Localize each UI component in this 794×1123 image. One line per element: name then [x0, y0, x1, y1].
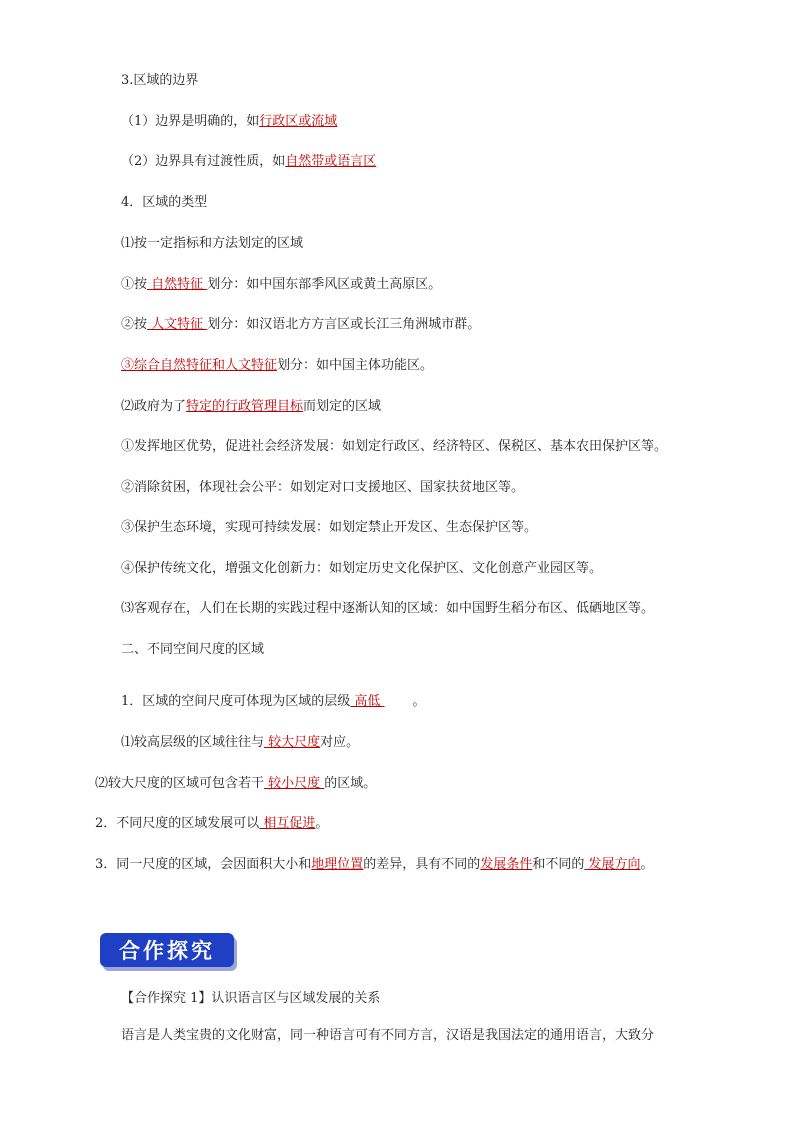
heading-region-types: 4．区域的类型 [121, 195, 208, 210]
answer: 行政区或流域 [259, 114, 338, 129]
higher-level-line [121, 734, 359, 752]
text: ⑴较高层级的区域往往与 [121, 735, 265, 750]
answer: 相互促进 [259, 816, 316, 831]
text: 。 [315, 816, 329, 831]
purpose-ecology-line: ③保护生态环境，实现可持续发展：如划定禁止开发区、生态保护区等。 [121, 520, 538, 535]
answer: 人文特征 [147, 317, 208, 332]
purpose-poverty-line: ②消除贫困，体现社会公平：如划定对口支援地区、国家扶贫地区等。 [121, 480, 525, 495]
text: ①按 [121, 277, 148, 292]
answer: 发展条件 [480, 857, 533, 872]
inquiry-paragraph: 语言是人类宝贵的文化财富，同一种语言可有不同方言，汉语是我国法定的通用语言，大致分 [121, 1028, 655, 1043]
text: 2．不同尺度的区域发展可以 [95, 816, 260, 831]
text: 划分：如中国东部季风区或黄土高原区。 [207, 277, 442, 292]
text: 的差异，具有不同的 [363, 857, 481, 872]
text: ②按 [121, 317, 148, 332]
purpose-economic-line: ①发挥地区优势，促进社会经济发展：如划定行政区、经济特区、保税区、基本农田保护区等。 [121, 439, 668, 454]
human-feature-line [121, 316, 480, 334]
type-indicator-line: ⑴按一定指标和方法划定的区域 [121, 236, 304, 251]
answer: 自然特征 [147, 277, 208, 292]
combined-feature-line [121, 357, 433, 375]
text: ⑵政府为了 [121, 399, 187, 414]
inquiry-title: 【合作探究 1】认识语言区与区域发展的关系 [121, 991, 381, 1006]
purpose-culture-line: ④保护传统文化，增强文化创新力：如划定历史文化保护区、文化创意产业园区等。 [121, 561, 603, 576]
same-scale-line [95, 856, 654, 874]
government-region-line [121, 398, 381, 416]
badge-label: 合作探究 [119, 939, 215, 963]
heading-boundary: 3.区域的边界 [121, 73, 199, 88]
objective-region-line: ⑶客观存在，人们在长期的实践过程中逐渐认知的区域：如中国野生稻分布区、低硒地区等。 [121, 601, 655, 616]
mutual-promotion-line [95, 815, 328, 833]
text: 3．同一尺度的区域，会因面积大小和 [95, 857, 312, 872]
answer: 地理位置 [311, 857, 364, 872]
cooperative-inquiry-badge [100, 933, 234, 967]
natural-feature-line [121, 276, 441, 294]
text: （2）边界具有过渡性质，如 [121, 154, 286, 169]
text: 对应。 [320, 735, 360, 750]
text: 和不同的 [532, 857, 585, 872]
scale-level-line [121, 693, 426, 711]
text: 而划定的区域 [303, 399, 382, 414]
answer: 较大尺度 [264, 735, 321, 750]
answer: 高低 [350, 694, 385, 709]
boundary-transition-line [121, 153, 376, 171]
text: （1）边界是明确的，如 [121, 114, 260, 129]
text: 划分：如中国主体功能区。 [277, 358, 434, 373]
boundary-clear-line [121, 113, 337, 131]
text: 1．区域的空间尺度可体现为区域的层级 [121, 694, 351, 709]
answer: ③综合自然特征和人文特征 [121, 358, 278, 373]
answer: 较小尺度 [264, 776, 325, 791]
answer: 发展方向 [584, 857, 641, 872]
text: 。 [640, 857, 654, 872]
text: ⑵较大尺度的区域可包含若干 [95, 776, 265, 791]
answer: 自然带或语言区 [285, 154, 377, 169]
text: 。 [412, 694, 426, 709]
text: 划分：如汉语北方方言区或长江三角洲城市群。 [207, 317, 481, 332]
answer: 特定的行政管理目标 [186, 399, 304, 414]
larger-scale-line [95, 775, 376, 793]
heading-spatial-scale: 二、不同空间尺度的区域 [121, 642, 265, 657]
text: 的区域。 [324, 776, 377, 791]
